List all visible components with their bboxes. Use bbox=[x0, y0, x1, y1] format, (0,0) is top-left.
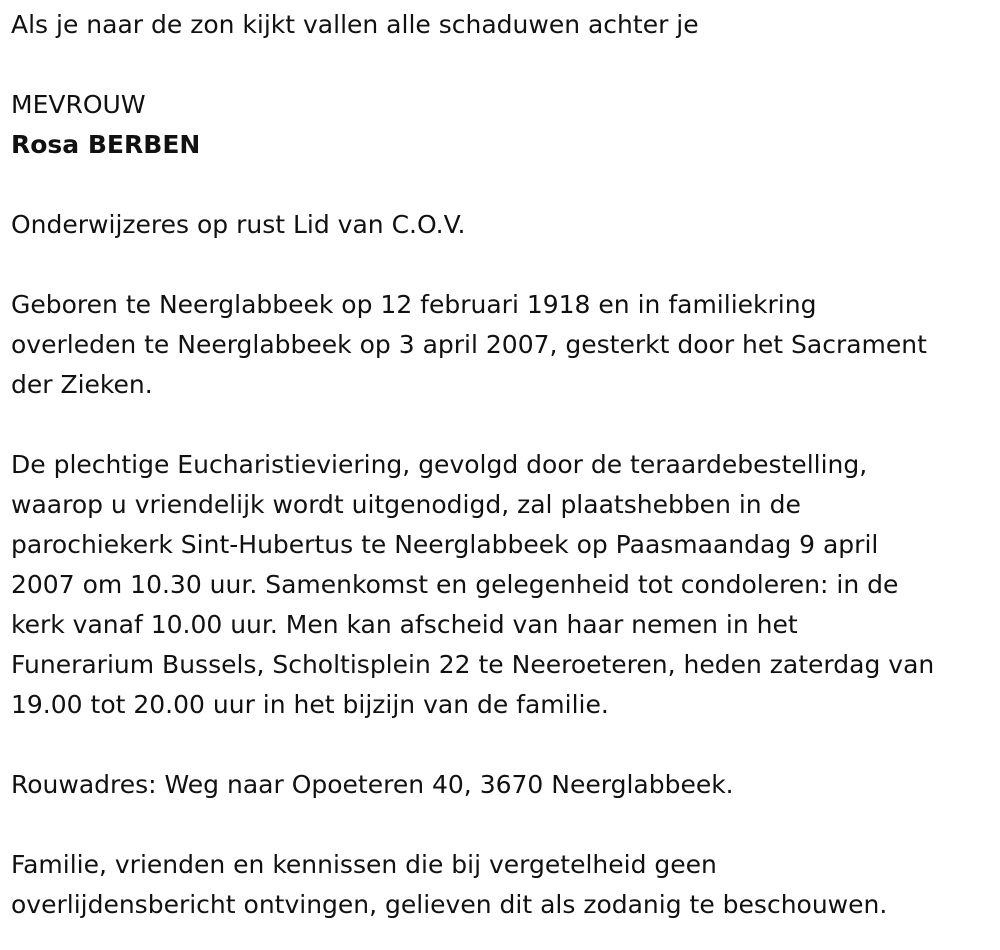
spacer bbox=[11, 405, 996, 445]
occupation: Onderwijzeres op rust Lid van C.O.V. bbox=[11, 210, 466, 239]
paragraph-line: De plechtige Eucharistieviering, gevolgd door de teraardebestelling, bbox=[11, 450, 868, 479]
paragraph-line: Funerarium Bussels, Scholtisplein 22 te Neeroeteren, heden zaterdag van bbox=[11, 650, 935, 679]
paragraph-line: overleden te Neerglabbeek op 3 april 2007, gesterkt door het Sacrament bbox=[11, 330, 927, 359]
spacer bbox=[11, 805, 996, 845]
title-prefix: MEVROUW bbox=[11, 90, 146, 119]
spacer bbox=[11, 45, 996, 85]
paragraph-line: der Zieken. bbox=[11, 370, 153, 399]
motto: Als je naar de zon kijkt vallen alle schaduwen achter je bbox=[11, 10, 699, 39]
death-notice bbox=[11, 5, 996, 925]
ceremony-paragraph bbox=[11, 445, 996, 725]
paragraph-line: Geboren te Neerglabbeek op 12 februari 1918 en in familiekring bbox=[11, 290, 817, 319]
spacer bbox=[11, 165, 996, 205]
paragraph-line: overlijdensbericht ontvingen, gelieven dit als zodanig te beschouwen. bbox=[11, 890, 888, 919]
mourning-address: Rouwadres: Weg naar Opoeteren 40, 3670 Neerglabbeek. bbox=[11, 770, 734, 799]
closing-paragraph bbox=[11, 845, 996, 925]
paragraph-line: Familie, vrienden en kennissen die bij vergetelheid geen bbox=[11, 850, 717, 879]
spacer bbox=[11, 725, 996, 765]
paragraph-line: kerk vanaf 10.00 uur. Men kan afscheid van haar nemen in het bbox=[11, 610, 798, 639]
paragraph-line: waarop u vriendelijk wordt uitgenodigd, zal plaatshebben in de bbox=[11, 490, 801, 519]
birth-death-paragraph bbox=[11, 285, 996, 405]
paragraph-line: 2007 om 10.30 uur. Samenkomst en gelegenheid tot condoleren: in de bbox=[11, 570, 899, 599]
deceased-name: Rosa BERBEN bbox=[11, 130, 201, 159]
spacer bbox=[11, 245, 996, 285]
paragraph-line: 19.00 tot 20.00 uur in het bijzijn van de familie. bbox=[11, 690, 609, 719]
paragraph-line: parochiekerk Sint-Hubertus te Neerglabbeek op Paasmaandag 9 april bbox=[11, 530, 879, 559]
